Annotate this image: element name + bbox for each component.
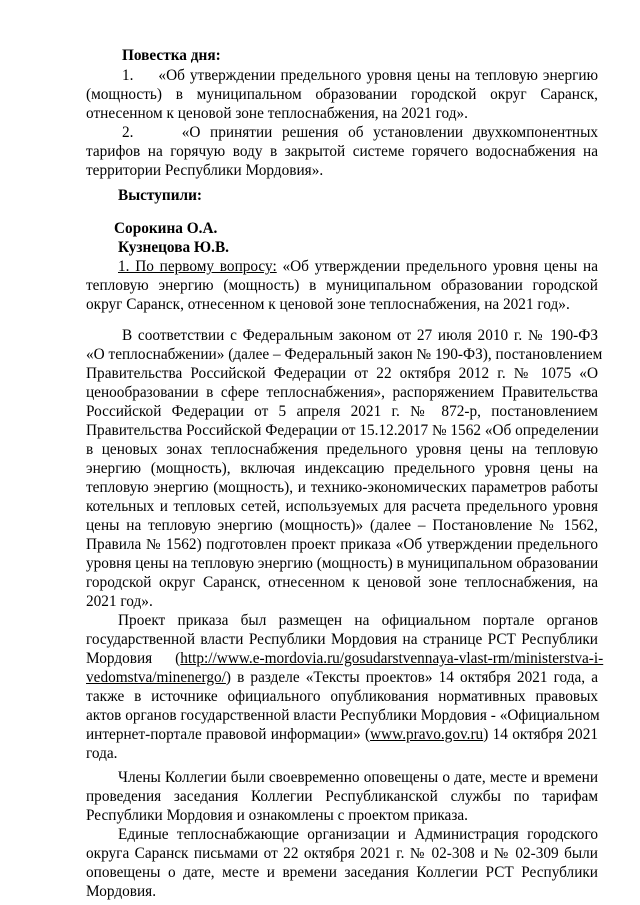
speaker-name-1: Сорокина О.А. [114,220,218,237]
para-4-line-4: Мордовия. [86,883,157,900]
question-1-line-3: округ Саранск, отнесенном к ценовой зоне теплоснабжения, на 2021 год». [86,296,570,313]
para-2-line-8: года. [86,745,118,762]
para-4-line-2: округа Саранск письмами от 22 октября 2021 г. № 02-308 и № 02-309 были [86,845,598,862]
para-1-line-11: цены на тепловую энергию (мощность)» (далее – Постановление № 1562, [86,517,598,534]
agenda-title: Повестка дня: [122,47,221,64]
para-2-line-7-suffix: ) 14 октября 2021 [483,726,598,743]
para-2-line-3 [86,649,604,668]
portal-link-part-2[interactable]: vedomstva/minenergo/ [86,669,226,686]
speaker-name-2: Кузнецова Ю.В. [118,239,229,256]
para-1-line-7: в ценовых зонах теплоснабжения предельного уровня цены на тепловую [86,441,598,458]
para-1-line-13: уровня цены на тепловую энергию (мощность) в муниципальном образовании [86,555,599,572]
para-2-line-7-prefix: интернет-портале правовой информации» ( [86,726,371,743]
para-1-line-6: Правительства Российской Федерации от 15.12.2017 № 1562 «Об определении [86,422,599,439]
para-4-line-3: оповещены о дате, месте и времени заседания Коллегии РСТ Республики [86,864,598,881]
para-2-line-6: актов органов государственной власти Республики Мордовия - «Официальном [86,707,600,724]
portal-link-part-1[interactable]: http://www.e-mordovia.ru/gosudarstvennaya-vlast-rm/ministerstva-i- [180,650,604,667]
para-2-line-3-prefix: Мордовия ( [86,650,181,667]
para-2-line-1: Проект приказа был размещен на официальном портале органов [118,612,598,629]
para-1-line-4: ценообразовании в сфере теплоснабжения», распоряжением Правительства [86,384,598,401]
para-4-line-1: Единые теплоснабжающие организации и Администрация городского [118,826,598,843]
para-3-line-2: проведения заседания Коллегии Республиканской службы по тарифам [86,788,598,805]
para-1-line-2: «О теплоснабжении» (далее – Федеральный закон № 190-ФЗ), постановлением [86,346,603,363]
agenda-item-2-line-1: 2. «О принятии решения об установлении двухкомпонентных [122,124,598,141]
pravo-gov-link[interactable]: www.pravo.gov.ru [370,726,484,743]
speakers-title: Выступили: [118,187,203,204]
para-1-line-9: тепловую энергию (мощность), и технико-экономических параметров работы [86,479,598,496]
para-3-line-1: Члены Коллегии были своевременно оповещены о дате, месте и времени [118,769,598,786]
agenda-item-1-line-1: 1. «Об утверждении предельного уровня цены на тепловую энергию [122,67,598,84]
para-1-line-1: В соответствии с Федеральным законом от 27 июля 2010 г. № 190-ФЗ [122,327,598,344]
question-1-line-1 [118,257,598,276]
para-2-line-7 [86,725,598,744]
para-2-line-4 [86,668,598,687]
agenda-item-1-line-3: отнесенном к ценовой зоне теплоснабжения, на 2021 год». [86,105,469,122]
para-1-line-5: Российской Федерации от 5 апреля 2021 г. № 872-р, постановлением [86,403,598,420]
para-1-line-3: Правительства Российской Федерации от 22 октября 2012 г. № 1075 «О [86,365,598,382]
agenda-item-2-line-2: тарифов на горячую воду в закрытой системе горячего водоснабжения на [86,143,598,160]
question-1-text: «Об утверждении предельного уровня цены на [276,258,598,275]
agenda-item-2-line-3: территории Республики Мордовия». [86,162,324,179]
question-1-label: 1. По первому вопросу: [118,258,277,275]
para-1-line-12: Правила № 1562) подготовлен проект приказа «Об утверждении предельного [86,536,598,553]
para-2-line-5: также в источнике официального опубликования нормативных правовых [86,688,598,705]
para-2-line-2: государственной власти Республики Мордовия на странице РСТ Республики [86,631,598,648]
agenda-item-1-line-2: (мощность) в муниципальном образовании городской округ Саранск, [86,86,598,103]
para-1-line-14: городской округ Саранск, отнесенном к ценовой зоне теплоснабжения, на [86,574,598,591]
para-1-line-10: котельных и тепловых сетей, используемых для расчета предельного уровня [86,498,598,515]
question-1-line-2: тепловую энергию (мощность) в муниципальном образовании городской [86,277,598,294]
para-1-line-8: энергию (мощность), включая индексацию предельного уровня цены на [86,460,598,477]
para-1-line-15: 2021 год». [86,593,153,610]
para-2-line-4-suffix: ) в разделе «Тексты проектов» 14 октября 2021 года, а [225,669,598,686]
para-3-line-3: Республики Мордовия и ознакомлены с проектом приказа. [86,807,468,824]
